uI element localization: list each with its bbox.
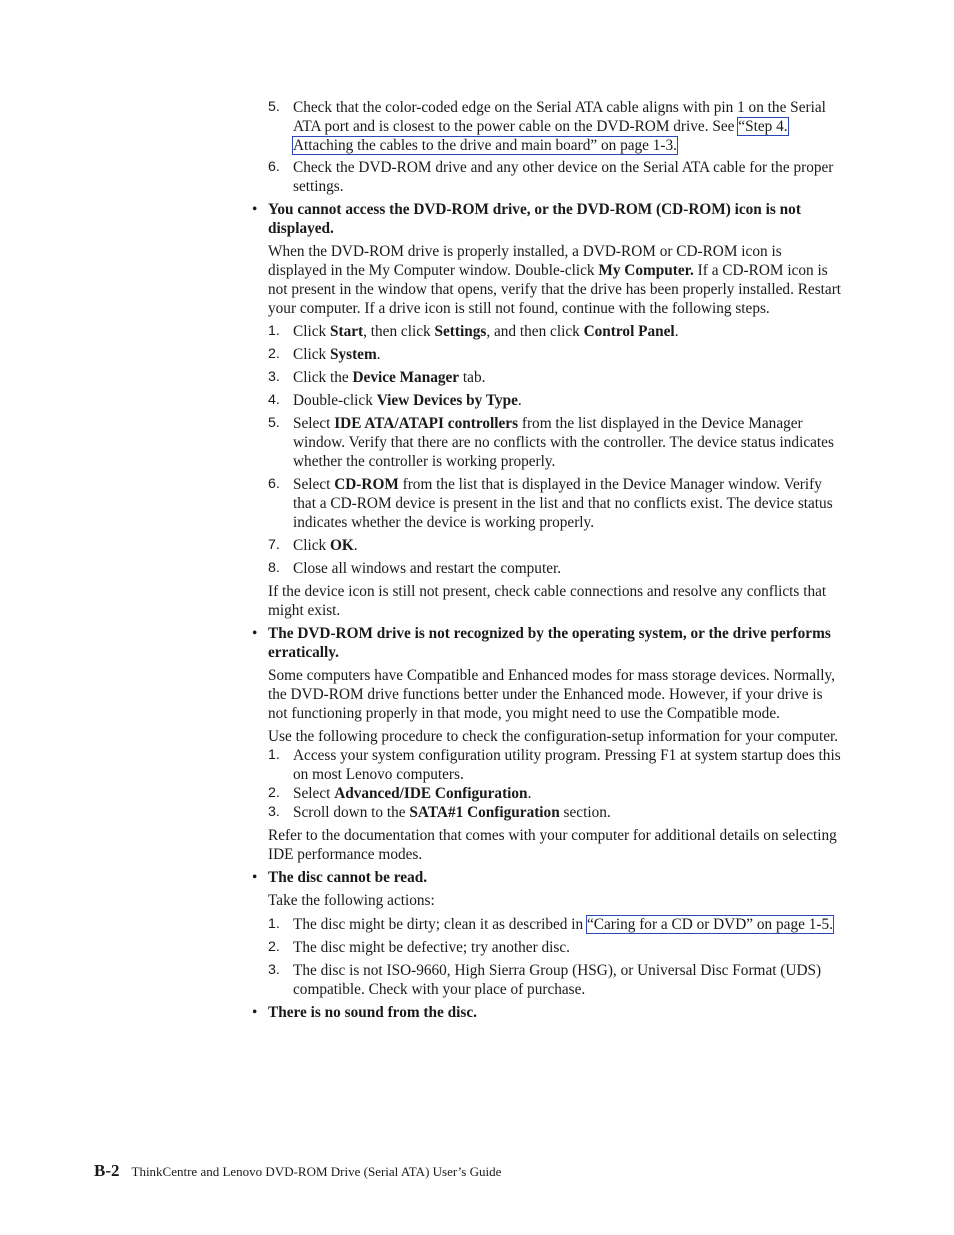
paragraph: Take the following actions: (268, 892, 435, 909)
step-number: 6. (268, 159, 280, 175)
bullet-mark: • (252, 201, 258, 218)
step-text: Select (293, 415, 335, 432)
step-number: 4. (268, 392, 280, 408)
list-item (247, 803, 842, 822)
bullet-heading (247, 624, 842, 662)
list-item (247, 98, 842, 155)
list-item (247, 391, 842, 410)
step-text: Check the DVD-ROM drive and any other device on the Serial ATA cable for the proper settings. (293, 159, 834, 195)
list-item (247, 961, 842, 999)
bold-term: IDE ATA/ATAPI controllers (334, 415, 519, 432)
bullet-heading (247, 868, 842, 887)
step-text: section. (559, 804, 611, 821)
bullet-mark: • (252, 1004, 258, 1021)
page-number: B-2 (94, 1161, 120, 1180)
list-item (247, 158, 842, 196)
step-text: The disc might be defective; try another disc. (293, 939, 570, 956)
list-item (247, 559, 842, 578)
step-number: 7. (268, 537, 280, 553)
heading-text: You cannot access the DVD-ROM drive, or the DVD-ROM (CD-ROM) icon is not displayed. (268, 201, 801, 237)
step-text: Click the (293, 369, 353, 386)
step-text: Check that the color-coded edge on the Serial ATA cable aligns with pin 1 on the Serial ATA port and is closest to the power cable on the DVD-ROM drive. See (293, 99, 826, 135)
step-text: Click (293, 323, 330, 340)
cross-reference-link[interactable]: “Caring for a CD or DVD” on page 1-5. (586, 916, 833, 933)
list-item (247, 368, 842, 387)
step-number: 5. (268, 415, 280, 431)
step-number: 6. (268, 476, 280, 492)
bold-term: Settings (434, 323, 487, 340)
step-text: tab. (459, 369, 486, 386)
step-text: , and then click (486, 323, 584, 340)
paragraph: Use the following procedure to check the configuration-setup information for your computer. (268, 728, 839, 745)
step-text: Double-click (293, 392, 377, 409)
paragraph-text: When the DVD-ROM drive is properly installed, a DVD-ROM or CD-ROM icon is displayed in the My Computer window. Double-click (268, 243, 782, 279)
step-text: Click (293, 346, 330, 363)
list-item (247, 938, 842, 957)
step-text: The disc might be dirty; clean it as described in (293, 916, 587, 933)
step-text: from the list that is displayed in the Device Manager window. Verify that a CD-ROM device is present in the list and that no conflicts exist. The device status indicates whether the device is working properly. (293, 476, 833, 531)
bold-term: System (329, 346, 377, 363)
list-item (247, 345, 842, 364)
page-footer (94, 1161, 794, 1182)
heading-text: There is no sound from the disc. (268, 1004, 477, 1021)
paragraph (247, 242, 842, 318)
bullet-mark: • (252, 869, 258, 886)
paragraph: Some computers have Compatible and Enhanced modes for mass storage devices. Normally, the DVD-ROM drive functions better under the Enhanced mode. However, if your drive is not functioning properly in that mode, you might need to use the Compatible mode. (268, 667, 835, 722)
step-number: 1. (268, 916, 280, 932)
step-number: 1. (268, 747, 280, 763)
bold-term: Control Panel (583, 323, 675, 340)
bold-term: SATA#1 Configuration (409, 804, 560, 821)
heading-text: The DVD-ROM drive is not recognized by the operating system, or the drive performs erratically. (268, 625, 831, 661)
bold-term: Device Manager (352, 369, 460, 386)
page-content (247, 98, 842, 1022)
bold-term: Start (329, 323, 364, 340)
step-text: Access your system configuration utility program. Pressing F1 at system startup does this on most Lenovo computers. (293, 747, 841, 783)
list-item (247, 322, 842, 341)
step-text: Click (293, 537, 330, 554)
list-item (247, 915, 842, 934)
step-number: 3. (268, 804, 280, 820)
step-number: 1. (268, 323, 280, 339)
heading-text: The disc cannot be read. (268, 869, 428, 886)
step-text: The disc is not ISO-9660, High Sierra Group (HSG), or Universal Disc Format (UDS) compatible. Check with your place of purchase. (293, 962, 822, 998)
step-number: 2. (268, 785, 280, 801)
step-number: 5. (268, 99, 280, 115)
step-number: 3. (268, 369, 280, 385)
paragraph: If the device icon is still not present, check cable connections and resolve any conflicts that might exist. (268, 583, 827, 619)
list-item (247, 536, 842, 555)
bullet-mark: • (252, 625, 258, 642)
list-item (247, 784, 842, 803)
paragraph: Refer to the documentation that comes with your computer for additional details on selecting IDE performance modes. (268, 827, 837, 863)
step-text: Select (293, 785, 335, 802)
paragraph-text: If a CD-ROM icon is not present in the window that opens, verify that the drive has been properly installed. Restart your computer. If a drive icon is still not found, continue with the following steps. (268, 262, 842, 317)
bold-term: Advanced/IDE Configuration (334, 785, 528, 802)
step-text: . (674, 323, 679, 340)
step-text: . (527, 785, 532, 802)
bold-term: View Devices by Type (376, 392, 518, 409)
list-item (247, 475, 842, 532)
bullet-heading (247, 1003, 842, 1022)
cross-reference-link[interactable]: “Step 4. Attaching the cables to the drive and main board” on page 1-3. (293, 118, 788, 154)
step-text: Scroll down to the (293, 804, 410, 821)
bold-term: CD-ROM (334, 476, 399, 493)
bold-term: My Computer. (598, 262, 694, 279)
step-number: 2. (268, 939, 280, 955)
list-item (247, 746, 842, 784)
step-text: Close all windows and restart the computer. (293, 560, 562, 577)
bullet-heading (247, 200, 842, 238)
step-text: . (353, 537, 358, 554)
step-text: Select (293, 476, 335, 493)
step-number: 8. (268, 560, 280, 576)
step-text: . (376, 346, 381, 363)
list-item (247, 414, 842, 471)
step-text: , then click (363, 323, 435, 340)
step-text: . (517, 392, 522, 409)
step-text: from the list displayed in the Device Manager window. Verify that there are no conflicts with the controller. The device status indicates whether the controller is working properly. (293, 415, 834, 470)
bold-term: OK (329, 537, 354, 554)
footer-title: ThinkCentre and Lenovo DVD-ROM Drive (Serial ATA) User’s Guide (131, 1164, 502, 1179)
step-number: 2. (268, 346, 280, 362)
step-number: 3. (268, 962, 280, 978)
